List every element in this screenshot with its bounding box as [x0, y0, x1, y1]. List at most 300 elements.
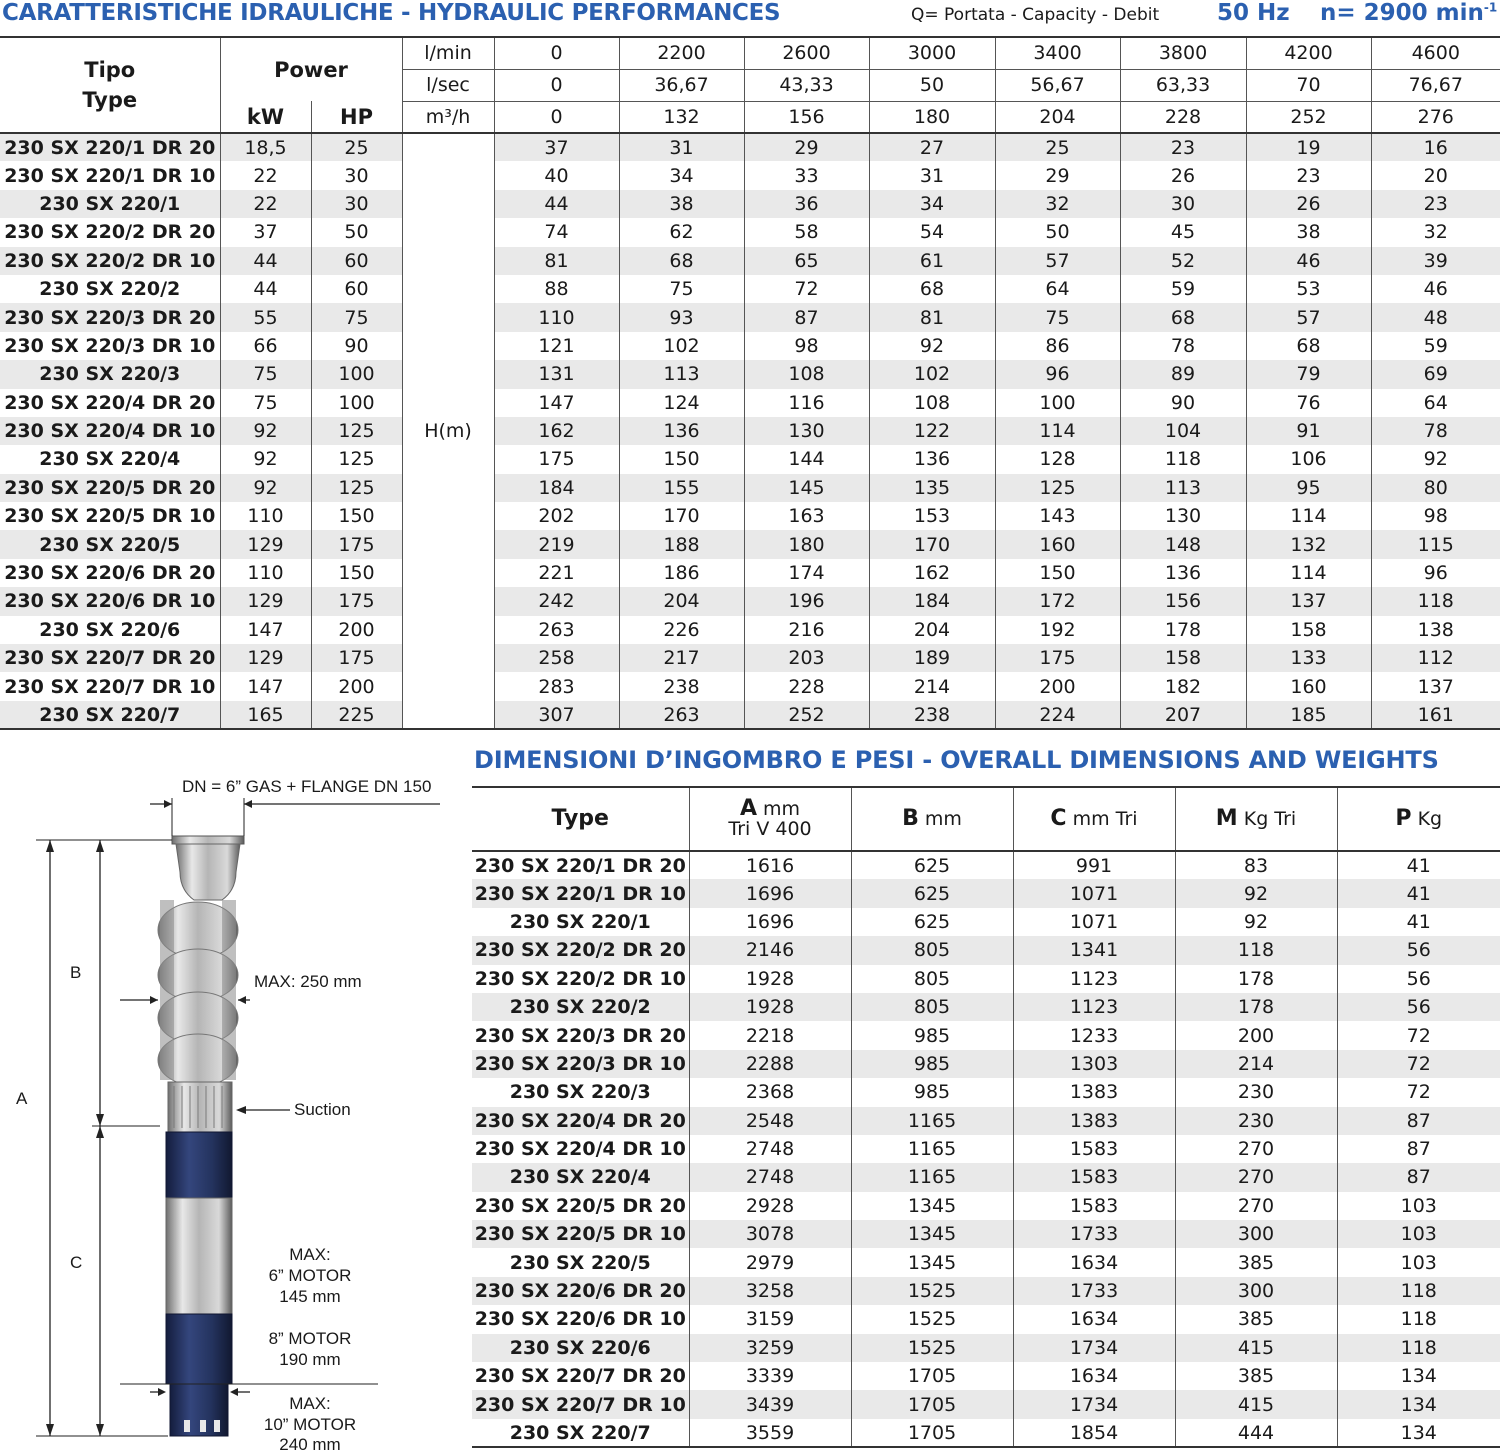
head-value-cell: 122 [869, 417, 995, 445]
flow-lmin-cell: 0 [494, 37, 619, 69]
dim-b-cell: 625 [851, 908, 1013, 936]
dim-a-cell: 1928 [689, 965, 851, 993]
hp-cell: 100 [311, 389, 402, 417]
model-type-cell: 230 SX 220/3 DR 20 [0, 303, 220, 331]
hp-header: HP [311, 101, 402, 133]
dim-p-cell: 118 [1400, 1308, 1437, 1331]
dim-c-cell: 991 [1013, 851, 1175, 879]
dim-p-cell: 118 [1337, 1277, 1500, 1305]
head-value-cell: 203 [744, 644, 869, 672]
dimensions-row [472, 1021, 1500, 1049]
head-value-cell: 88 [494, 275, 619, 303]
dim-m-cell: 385 [1175, 1248, 1337, 1276]
head-value-cell: 86 [995, 332, 1120, 360]
head-value-cell: 92 [1423, 448, 1448, 471]
dim-type-cell: 230 SX 220/6 DR 20 [472, 1277, 689, 1305]
hydraulic-row [0, 303, 1500, 331]
dim-c-cell: 1341 [1013, 936, 1175, 964]
dim-p-cell: 56 [1337, 936, 1500, 964]
hp-cell: 175 [311, 530, 402, 558]
head-value-cell: 102 [619, 332, 744, 360]
head-value-cell: 143 [995, 502, 1120, 530]
dim-b-cell: 805 [851, 965, 1013, 993]
dim-b-cell: 985 [851, 1050, 1013, 1078]
hp-cell: 100 [311, 360, 402, 388]
flow-lmin-cell: 3000 [869, 37, 995, 69]
head-value-cell: 112 [1371, 644, 1500, 672]
head-value-cell: 32 [1423, 221, 1448, 244]
hydraulic-row [0, 247, 1500, 275]
head-value-cell: 93 [619, 303, 744, 331]
dim-c-cell: 1734 [1013, 1334, 1175, 1362]
dim-b-cell: 805 [851, 993, 1013, 1021]
dim-c-cell: 1123 [1013, 993, 1175, 1021]
head-value-cell: 144 [744, 445, 869, 473]
dim-a-cell: 3339 [689, 1362, 851, 1390]
head-value-cell: 68 [619, 247, 744, 275]
dim-p-cell: 56 [1337, 993, 1500, 1021]
head-value-cell: 46 [1246, 247, 1371, 275]
head-value-cell: 160 [1246, 672, 1371, 700]
motor-lower [166, 1314, 232, 1384]
head-value-cell: 153 [869, 502, 995, 530]
head-value-cell: 104 [1120, 417, 1246, 445]
head-value-cell: 89 [1120, 360, 1246, 388]
head-value-cell: 228 [744, 672, 869, 700]
head-value-cell: 252 [744, 701, 869, 729]
dim-type-cell: 230 SX 220/4 DR 20 [472, 1107, 689, 1135]
head-value-cell: 158 [1120, 644, 1246, 672]
dim-type-cell: 230 SX 220/7 DR 10 [472, 1390, 689, 1418]
dim-m-cell: 300 [1175, 1220, 1337, 1248]
head-value-cell: 68 [1120, 303, 1246, 331]
head-value-cell: 307 [494, 701, 619, 729]
head-value-cell: 115 [1371, 530, 1500, 558]
dim-a-cell: 2979 [689, 1248, 851, 1276]
hydraulic-row [0, 445, 1500, 473]
pump-diagram [0, 760, 470, 1452]
head-value-cell: 207 [1120, 701, 1246, 729]
flow-m3h-cell: 252 [1246, 101, 1371, 133]
dim-m-cell: 385 [1175, 1362, 1337, 1390]
dim-c-cell: 1583 [1013, 1163, 1175, 1191]
dim-b-header: B mm [851, 787, 1013, 851]
dim-a-cell: 3078 [689, 1220, 851, 1248]
head-value-cell: 216 [744, 616, 869, 644]
dim-type-cell: 230 SX 220/7 [472, 1419, 689, 1447]
head-value-cell: 45 [1120, 218, 1246, 246]
flow-lmin-cell: 2200 [619, 37, 744, 69]
head-value-cell: 102 [869, 360, 995, 388]
head-value-cell: 75 [619, 275, 744, 303]
kw-cell: 18,5 [220, 133, 311, 161]
head-value-cell: 182 [1120, 672, 1246, 700]
hydraulic-row [0, 616, 1500, 644]
hp-cell: 125 [311, 417, 402, 445]
model-type-cell: 230 SX 220/1 DR 10 [0, 161, 220, 189]
dim-p-cell: 87 [1337, 1163, 1500, 1191]
head-value-cell: 90 [1120, 389, 1246, 417]
capacity-legend: Q= Portata - Capacity - Debit [911, 5, 1160, 25]
head-value-cell: 108 [744, 360, 869, 388]
dimensions-row [472, 1107, 1500, 1135]
dim-b-label: B [70, 963, 82, 982]
hp-cell: 25 [311, 133, 402, 161]
dim-b-cell: 985 [851, 1078, 1013, 1106]
head-value-cell: 31 [869, 161, 995, 189]
dim-type-cell: 230 SX 220/7 DR 20 [472, 1362, 689, 1390]
title-bar [0, 0, 1500, 32]
dim-type-cell: 230 SX 220/5 [472, 1248, 689, 1276]
hp-cell: 75 [311, 303, 402, 331]
head-value-cell: 76 [1246, 389, 1371, 417]
head-value-cell: 150 [995, 559, 1120, 587]
head-value-cell: 186 [619, 559, 744, 587]
dim-a-cell: 2368 [689, 1078, 851, 1106]
dim-a-cell: 3439 [689, 1390, 851, 1418]
head-value-cell: 40 [494, 161, 619, 189]
hp-cell: 175 [311, 644, 402, 672]
head-value-cell: 155 [619, 474, 744, 502]
head-value-cell: 113 [1120, 474, 1246, 502]
dim-p-header: P Kg [1337, 787, 1500, 851]
flow-lmin-cell: 3800 [1120, 37, 1246, 69]
flow-lsec-cell: 70 [1246, 69, 1371, 101]
head-value-cell: 130 [1120, 502, 1246, 530]
motor-upper [166, 1132, 232, 1198]
hp-cell: 200 [311, 672, 402, 700]
dimensions-row [472, 936, 1500, 964]
model-type-cell: 230 SX 220/3 [0, 360, 220, 388]
dim-a-cell: 2748 [689, 1135, 851, 1163]
dim-type-cell: 230 SX 220/4 [472, 1163, 689, 1191]
motor6-line3: 145 mm [279, 1287, 341, 1306]
head-value-cell: 95 [1246, 474, 1371, 502]
head-value-cell: 172 [995, 587, 1120, 615]
model-type-cell: 230 SX 220/4 DR 10 [0, 417, 220, 445]
head-value-cell: 96 [1423, 562, 1448, 585]
head-value-cell: 238 [619, 672, 744, 700]
hydraulic-row [0, 672, 1500, 700]
head-value-cell: 180 [744, 530, 869, 558]
head-value-cell: 136 [619, 417, 744, 445]
head-value-cell: 189 [869, 644, 995, 672]
dim-type-cell: 230 SX 220/2 DR 20 [472, 936, 689, 964]
head-value-cell: 19 [1246, 133, 1371, 161]
head-value-cell: 170 [869, 530, 995, 558]
head-value-cell: 121 [494, 332, 619, 360]
dim-a-cell: 2218 [689, 1021, 851, 1049]
head-value-cell: 178 [1120, 616, 1246, 644]
head-value-cell: 52 [1120, 247, 1246, 275]
dim-c-cell: 1123 [1013, 965, 1175, 993]
dim-m-cell: 270 [1175, 1192, 1337, 1220]
head-value-cell: 137 [1246, 587, 1371, 615]
model-type-cell: 230 SX 220/2 DR 10 [0, 247, 220, 275]
head-value-cell: 72 [744, 275, 869, 303]
dim-b-cell: 1525 [851, 1334, 1013, 1362]
type-header: Tipo Type [0, 37, 220, 133]
motor10-line1: MAX: [289, 1394, 331, 1413]
model-type-cell: 230 SX 220/5 DR 20 [0, 474, 220, 502]
dim-a-cell: 1696 [689, 908, 851, 936]
head-value-cell: 34 [869, 190, 995, 218]
head-value-cell: 156 [1120, 587, 1246, 615]
kw-cell: 66 [220, 332, 311, 360]
head-value-cell: 23 [1371, 190, 1500, 218]
dimensions-row [472, 1305, 1500, 1333]
kw-cell: 92 [220, 445, 311, 473]
flange-label: DN = 6” GAS + FLANGE DN 150 [182, 777, 432, 796]
motor10-line2: 10” MOTOR [263, 1415, 357, 1434]
hydraulic-row [0, 332, 1500, 360]
dim-p-cell: 72 [1406, 1024, 1431, 1047]
head-value-cell: 32 [995, 190, 1120, 218]
dim-m-cell: 200 [1175, 1021, 1337, 1049]
head-value-cell: 37 [494, 133, 619, 161]
head-value-cell: 132 [1246, 530, 1371, 558]
dimensions-body [472, 851, 1500, 1447]
dim-m-cell: 214 [1175, 1050, 1337, 1078]
hydraulic-row [0, 559, 1500, 587]
head-value-cell: 79 [1246, 360, 1371, 388]
head-value-cell: 100 [995, 389, 1120, 417]
dim-p-cell: 72 [1337, 1050, 1500, 1078]
kw-cell: 147 [220, 672, 311, 700]
hydraulic-row [0, 360, 1500, 388]
dim-c-cell: 1634 [1013, 1248, 1175, 1276]
head-value-cell: 131 [494, 360, 619, 388]
head-value-cell: 150 [619, 445, 744, 473]
model-type-cell: 230 SX 220/5 [0, 530, 220, 558]
head-value-cell: 29 [744, 133, 869, 161]
kw-cell: 22 [220, 190, 311, 218]
head-value-cell: 135 [869, 474, 995, 502]
kw-cell: 44 [220, 275, 311, 303]
dimensions-row [472, 1078, 1500, 1106]
dim-a-cell: 3559 [689, 1419, 851, 1447]
dim-type-cell: 230 SX 220/2 [472, 993, 689, 1021]
dim-a-cell: 2146 [689, 936, 851, 964]
head-value-cell: 145 [744, 474, 869, 502]
dimensions-row [472, 1390, 1500, 1418]
dim-m-cell: 92 [1175, 879, 1337, 907]
dim-b-cell: 625 [851, 851, 1013, 879]
head-value-cell: 62 [619, 218, 744, 246]
flow-m3h-cell: 180 [869, 101, 995, 133]
flange [172, 836, 244, 844]
flow-m3h-cell: 132 [619, 101, 744, 133]
head-value-cell: 200 [995, 672, 1120, 700]
flow-lmin-cell: 3400 [995, 37, 1120, 69]
kw-cell: 129 [220, 644, 311, 672]
dimensions-row [472, 1163, 1500, 1191]
dim-type-header: Type [472, 787, 689, 851]
head-value-cell: 23 [1246, 161, 1371, 189]
dim-p-cell: 87 [1406, 1138, 1431, 1161]
dim-c-cell: 1071 [1013, 879, 1175, 907]
dimensions-title: DIMENSIONI D’INGOMBRO E PESI - OVERALL DIMENSIONS AND WEIGHTS [474, 746, 1439, 774]
dim-p-cell: 41 [1406, 854, 1431, 877]
head-value-cell: 162 [869, 559, 995, 587]
head-value-cell: 68 [869, 275, 995, 303]
head-value-cell: 92 [869, 332, 995, 360]
head-value-cell: 57 [1246, 303, 1371, 331]
kw-cell: 110 [220, 502, 311, 530]
dimensions-row [472, 1277, 1500, 1305]
dimensions-row [472, 1050, 1500, 1078]
dim-b-cell: 805 [851, 936, 1013, 964]
head-value-cell: 26 [1120, 161, 1246, 189]
hydraulic-row [0, 502, 1500, 530]
head-value-cell: 192 [995, 616, 1120, 644]
head-label: H(m) [402, 133, 494, 729]
head-value-cell: 39 [1371, 247, 1500, 275]
dim-m-cell: 415 [1175, 1334, 1337, 1362]
head-value-cell: 118 [1120, 445, 1246, 473]
flow-lsec-cell: 43,33 [744, 69, 869, 101]
head-value-cell: 175 [995, 644, 1120, 672]
dim-b-cell: 1345 [851, 1248, 1013, 1276]
dim-a-cell: 3259 [689, 1334, 851, 1362]
head-value-cell: 170 [619, 502, 744, 530]
head-value-cell: 20 [1423, 164, 1448, 187]
head-value-cell: 81 [494, 247, 619, 275]
head-value-cell: 78 [1371, 417, 1500, 445]
flow-m3h-cell: 204 [995, 101, 1120, 133]
head-value-cell: 136 [1120, 559, 1246, 587]
head-value-cell: 217 [619, 644, 744, 672]
head-value-cell: 59 [1423, 334, 1448, 357]
head-value-cell: 204 [619, 587, 744, 615]
head-value-cell: 162 [494, 417, 619, 445]
dim-m-cell: 178 [1175, 965, 1337, 993]
dim-a-cell: 1696 [689, 879, 851, 907]
dim-type-cell: 230 SX 220/3 DR 10 [472, 1050, 689, 1078]
dim-b-cell: 625 [851, 879, 1013, 907]
head-value-cell: 128 [995, 445, 1120, 473]
hp-cell: 30 [311, 190, 402, 218]
hydraulic-row [0, 218, 1500, 246]
flow-m3h-cell: 0 [494, 101, 619, 133]
dim-c-cell: 1583 [1013, 1135, 1175, 1163]
dim-p-cell: 41 [1406, 910, 1431, 933]
dim-c-cell: 1634 [1013, 1305, 1175, 1333]
model-type-cell: 230 SX 220/6 DR 10 [0, 587, 220, 615]
model-type-cell: 230 SX 220/3 DR 10 [0, 332, 220, 360]
head-value-cell: 125 [995, 474, 1120, 502]
hp-cell: 90 [311, 332, 402, 360]
dimensions-row [472, 993, 1500, 1021]
hydraulic-row [0, 133, 1500, 161]
dim-p-cell: 87 [1337, 1107, 1500, 1135]
hydraulic-body [0, 133, 1500, 729]
dim-m-cell: 385 [1175, 1305, 1337, 1333]
model-type-cell: 230 SX 220/2 DR 20 [0, 218, 220, 246]
head-value-cell: 174 [744, 559, 869, 587]
head-value-cell: 283 [494, 672, 619, 700]
flow-lmin-cell: 2600 [744, 37, 869, 69]
head-value-cell: 61 [869, 247, 995, 275]
model-type-cell: 230 SX 220/1 DR 20 [0, 133, 220, 161]
dim-c-cell: 1303 [1013, 1050, 1175, 1078]
hp-cell: 60 [311, 275, 402, 303]
flow-lsec-cell: 56,67 [995, 69, 1120, 101]
dim-c-cell: 1733 [1013, 1277, 1175, 1305]
head-value-cell: 48 [1371, 303, 1500, 331]
dim-a-label: A [16, 1089, 28, 1108]
motor6-line1: MAX: [289, 1245, 331, 1264]
head-value-cell: 130 [744, 417, 869, 445]
dim-c-cell: 1854 [1013, 1419, 1175, 1447]
dim-b-cell: 1345 [851, 1192, 1013, 1220]
hydraulic-row [0, 275, 1500, 303]
dim-a-cell: 1928 [689, 993, 851, 1021]
dim-m-cell: 270 [1175, 1135, 1337, 1163]
dim-type-cell: 230 SX 220/5 DR 20 [472, 1192, 689, 1220]
dim-type-cell: 230 SX 220/3 [472, 1078, 689, 1106]
motor6-line2: 6” MOTOR [268, 1266, 352, 1285]
head-value-cell: 68 [1246, 332, 1371, 360]
head-value-cell: 29 [995, 161, 1120, 189]
dim-b-cell: 1525 [851, 1305, 1013, 1333]
unit-lmin: l/min [402, 37, 494, 69]
kw-cell: 92 [220, 474, 311, 502]
model-type-cell: 230 SX 220/2 [0, 275, 220, 303]
model-type-cell: 230 SX 220/6 [0, 616, 220, 644]
model-type-cell: 230 SX 220/7 DR 20 [0, 644, 220, 672]
hydraulic-row [0, 644, 1500, 672]
dim-type-cell: 230 SX 220/1 [472, 908, 689, 936]
head-value-cell: 184 [494, 474, 619, 502]
flow-lsec-cell: 0 [494, 69, 619, 101]
dimensions-row [472, 1192, 1500, 1220]
hydraulic-row [0, 530, 1500, 558]
head-value-cell: 64 [1423, 391, 1448, 414]
head-value-cell: 54 [869, 218, 995, 246]
dim-p-cell: 41 [1337, 879, 1500, 907]
head-value-cell: 202 [494, 502, 619, 530]
head-value-cell: 80 [1371, 474, 1500, 502]
dimensions-row [472, 965, 1500, 993]
dim-m-cell: 270 [1175, 1163, 1337, 1191]
kw-cell: 147 [220, 616, 311, 644]
kw-cell: 55 [220, 303, 311, 331]
motor-sleeve [166, 1198, 232, 1314]
flow-lmin-cell: 4200 [1246, 37, 1371, 69]
hp-cell: 125 [311, 474, 402, 502]
kw-cell: 129 [220, 530, 311, 558]
head-value-cell: 114 [995, 417, 1120, 445]
head-value-cell: 114 [1246, 502, 1371, 530]
dim-p-cell: 103 [1400, 1194, 1437, 1217]
head-value-cell: 138 [1417, 618, 1454, 641]
head-value-cell: 78 [1120, 332, 1246, 360]
model-type-cell: 230 SX 220/1 [0, 190, 220, 218]
head-value-cell: 114 [1246, 559, 1371, 587]
head-value-cell: 238 [869, 701, 995, 729]
frequency-label: 50 Hz [1217, 0, 1290, 26]
model-type-cell: 230 SX 220/4 DR 20 [0, 389, 220, 417]
head-value-cell: 65 [744, 247, 869, 275]
dim-type-cell: 230 SX 220/4 DR 10 [472, 1135, 689, 1163]
dimensions-row [472, 879, 1500, 907]
dim-a-header: A mm Tri V 400 [689, 787, 851, 851]
hp-cell: 150 [311, 559, 402, 587]
model-type-cell: 230 SX 220/4 [0, 445, 220, 473]
dim-c-cell: 1634 [1013, 1362, 1175, 1390]
dim-type-cell: 230 SX 220/1 DR 10 [472, 879, 689, 907]
